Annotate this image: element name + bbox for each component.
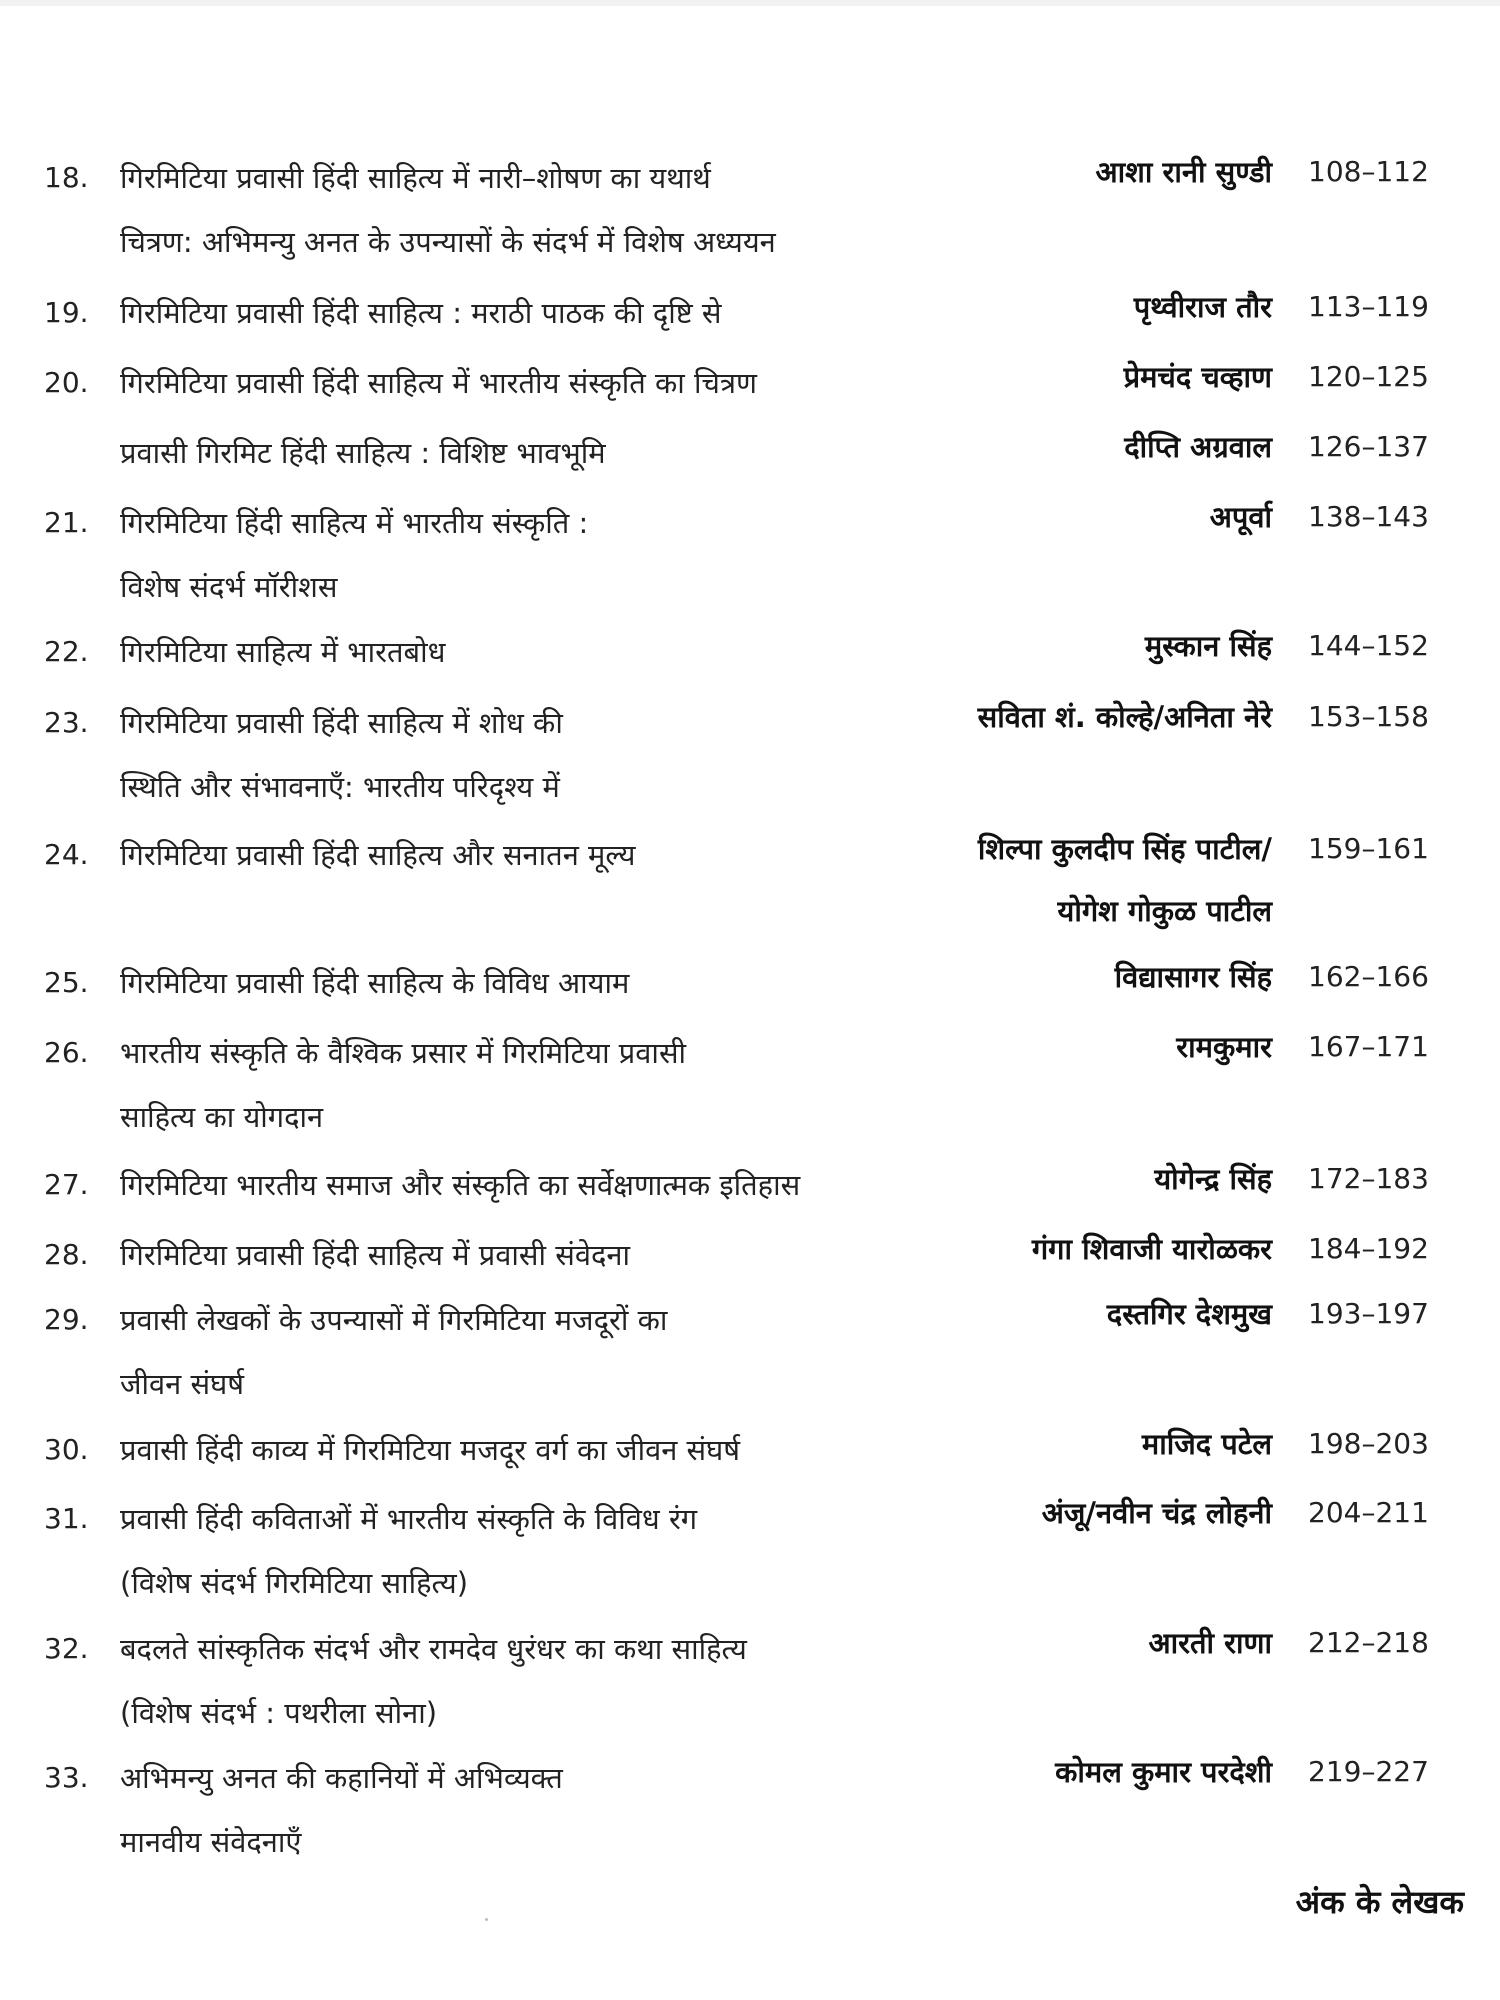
entry-number: 20. xyxy=(44,366,89,399)
entry-pages: 138–143 xyxy=(1308,500,1429,533)
entry-author: दीप्ति अग्रवाल xyxy=(1124,430,1272,464)
entry-pages: 212–218 xyxy=(1308,1626,1429,1659)
entry-title: गिरमिटिया साहित्य में भारतबोध xyxy=(120,635,446,669)
entry-author: माजिद पटेल xyxy=(1141,1427,1272,1461)
entry-title: गिरमिटिया हिंदी साहित्य में भारतीय संस्कृति : विशेष संदर्भ मॉरीशस xyxy=(120,506,589,604)
entry-number: 30. xyxy=(44,1433,89,1466)
entry-pages: 204–211 xyxy=(1308,1496,1429,1529)
entry-number: 23. xyxy=(44,706,89,739)
entry-author: रामकुमार xyxy=(1176,1030,1272,1064)
entry-number: 27. xyxy=(44,1168,89,1201)
entry-pages: 219–227 xyxy=(1308,1755,1429,1788)
entry-pages: 162–166 xyxy=(1308,960,1429,993)
entry-title: गिरमिटिया प्रवासी हिंदी साहित्य के विविध आयाम xyxy=(120,966,630,1000)
entry-pages: 144–152 xyxy=(1308,629,1429,662)
entry-number: 18. xyxy=(44,161,89,194)
entry-author: दस्तगिर देशमुख xyxy=(1106,1297,1272,1331)
entry-pages: 167–171 xyxy=(1308,1030,1429,1063)
entry-title: गिरमिटिया भारतीय समाज और संस्कृति का सर्वेक्षणात्मक इतिहास xyxy=(120,1168,801,1202)
entry-title: गिरमिटिया प्रवासी हिंदी साहित्य में भारतीय संस्कृति का चित्रण xyxy=(120,366,757,400)
section-heading-footer: अंक के लेखक xyxy=(1295,1883,1464,1921)
entry-pages: 126–137 xyxy=(1308,430,1429,463)
entry-title: भारतीय संस्कृति के वैश्विक प्रसार में गिरमिटिया प्रवासी साहित्य का योगदान xyxy=(120,1036,687,1134)
entry-number: 31. xyxy=(44,1502,89,1535)
entry-number: 29. xyxy=(44,1303,89,1336)
entry-author: कोमल कुमार परदेशी xyxy=(1055,1755,1272,1789)
entry-title: गिरमिटिया प्रवासी हिंदी साहित्य में शोध की स्थिति और संभावनाएँ: भारतीय परिदृश्य में xyxy=(120,706,563,804)
entry-author: आरती राणा xyxy=(1148,1626,1272,1660)
entry-title: गिरमिटिया प्रवासी हिंदी साहित्य में प्रवासी संवेदना xyxy=(120,1238,630,1272)
entry-title: प्रवासी हिंदी कविताओं में भारतीय संस्कृति के विविध रंग (विशेष संदर्भ गिरमिटिया साहित्य) xyxy=(120,1502,698,1600)
paper-speck xyxy=(485,1918,488,1921)
entry-pages: 159–161 xyxy=(1308,832,1429,865)
entry-author: प्रेमचंद चव्हाण xyxy=(1123,360,1272,394)
entry-author: अपूर्वा xyxy=(1209,500,1272,534)
entry-author: अंजू/नवीन चंद्र लोहनी xyxy=(1041,1496,1272,1530)
entry-pages: 172–183 xyxy=(1308,1162,1429,1195)
entry-author: पृथ्वीराज तौर xyxy=(1133,290,1272,324)
entry-pages: 113–119 xyxy=(1308,290,1429,323)
entry-number: 32. xyxy=(44,1632,89,1665)
entry-author: योगेन्द्र सिंह xyxy=(1154,1162,1272,1196)
entry-title: गिरमिटिया प्रवासी हिंदी साहित्य और सनातन मूल्य xyxy=(120,838,636,872)
entry-title: गिरमिटिया प्रवासी हिंदी साहित्य में नारी–शोषण का यथार्थ चित्रण: अभिमन्यु अनत के उपन्यासों के संदर्भ में विशेष अध्ययन xyxy=(120,161,776,259)
entry-number: 33. xyxy=(44,1761,89,1794)
entry-title: प्रवासी हिंदी काव्य में गिरमिटिया मजदूर वर्ग का जीवन संघर्ष xyxy=(120,1433,741,1467)
entry-number: 25. xyxy=(44,966,89,999)
entry-author: सविता शं. कोल्हे/अनिता नेरे xyxy=(977,700,1272,734)
entry-number: 21. xyxy=(44,506,89,539)
entry-title: गिरमिटिया प्रवासी हिंदी साहित्य : मराठी पाठक की दृष्टि से xyxy=(120,296,722,330)
entry-title: अभिमन्यु अनत की कहानियों में अभिव्यक्त मानवीय संवेदनाएँ xyxy=(120,1761,563,1859)
entry-pages: 198–203 xyxy=(1308,1427,1429,1460)
entry-title: प्रवासी लेखकों के उपन्यासों में गिरमिटिया मजदूरों का जीवन संघर्ष xyxy=(120,1303,668,1401)
entry-author: विद्यासागर सिंह xyxy=(1114,960,1272,994)
entry-pages: 184–192 xyxy=(1308,1232,1429,1265)
entry-author: शिल्पा कुलदीप सिंह पाटील/ योगेश गोकुळ पाटील xyxy=(977,832,1272,928)
entry-title: प्रवासी गिरमिट हिंदी साहित्य : विशिष्ट भावभूमि xyxy=(120,436,606,470)
entry-pages: 193–197 xyxy=(1308,1297,1429,1330)
entry-number: 28. xyxy=(44,1238,89,1271)
entry-title: बदलते सांस्कृतिक संदर्भ और रामदेव धुरंधर का कथा साहित्य (विशेष संदर्भ : पथरीला सोना) xyxy=(120,1632,747,1730)
entry-pages: 120–125 xyxy=(1308,360,1429,393)
entry-number: 22. xyxy=(44,635,89,668)
entry-pages: 153–158 xyxy=(1308,700,1429,733)
entry-author: गंगा शिवाजी यारोळकर xyxy=(1031,1232,1272,1266)
entry-author: मुस्कान सिंह xyxy=(1144,629,1272,663)
entry-number: 24. xyxy=(44,838,89,871)
entry-number: 19. xyxy=(44,296,89,329)
entry-number: 26. xyxy=(44,1036,89,1069)
entry-author: आशा रानी सुण्डी xyxy=(1095,155,1272,189)
entry-pages: 108–112 xyxy=(1308,155,1429,188)
